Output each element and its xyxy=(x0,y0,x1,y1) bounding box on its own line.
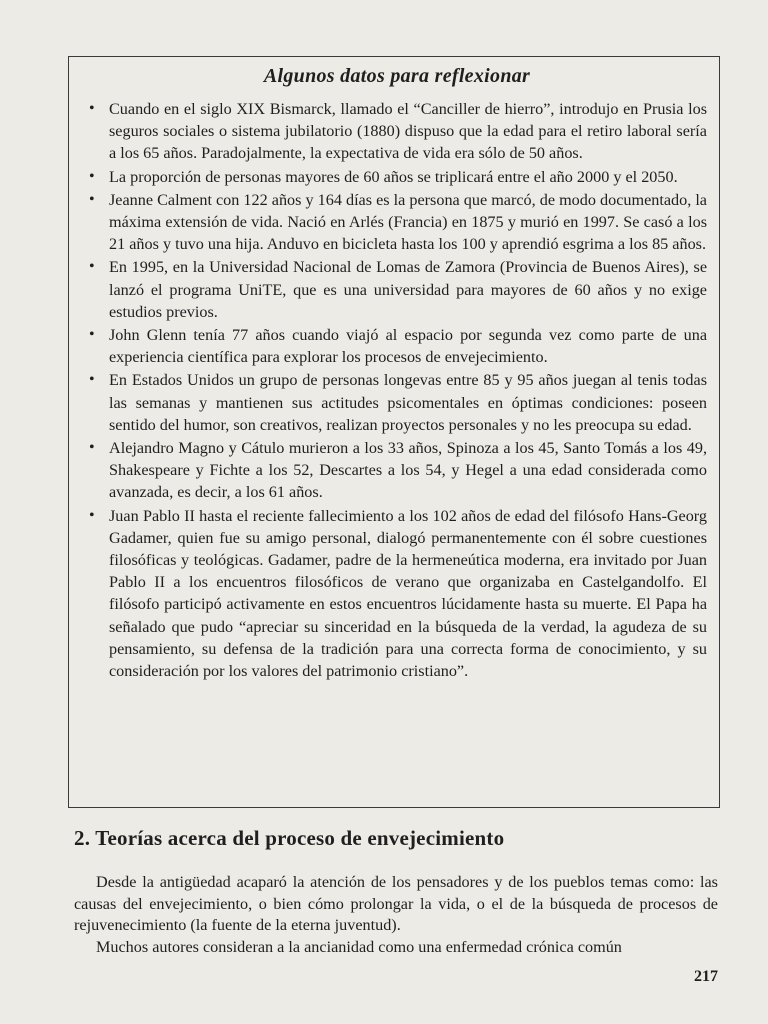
list-item-text: Jeanne Calment con 122 años y 164 días es la persona que marcó, de modo documentado, la máxima extensión de vida. Nació en Arlés (Francia) en 1875 y murió en 1997. Se casó a los 21 años y tuvo una hija. Anduvo en bicicleta hasta los 100 y aprendió esgrima a los 85 años. xyxy=(109,190,707,254)
list-item xyxy=(87,324,707,368)
page-number: 217 xyxy=(694,968,718,985)
list-item xyxy=(87,437,707,504)
list-item xyxy=(87,189,707,256)
list-item-text: En Estados Unidos un grupo de personas longevas entre 85 y 95 años juegan al tenis todas las semanas y mantienen sus actitudes psicomentales en óptimas condiciones: poseen sentido del humor, son creativos, realizan proyectos personales y no les preocupa su edad. xyxy=(109,371,707,434)
reflection-box xyxy=(68,56,720,808)
section-title: 2. Teorías acerca del proceso de envejecimiento xyxy=(74,826,505,850)
list-item-text: Cuando en el siglo XIX Bismarck, llamado el “Canciller de hierro”, introdujo en Prusia los seguros sociales o sistema jubilatorio (1880) dispuso que la edad para el retiro laboral sería a los 65 años. Paradojalmente, la expectativa de vida era sólo de 50 años. xyxy=(109,100,707,163)
section-body xyxy=(74,872,718,958)
list-item-text: En 1995, en la Universidad Nacional de Lomas de Zamora (Provincia de Buenos Aires), se lanzó el programa UniTE, que es una universidad para mayores de 60 años y no exige estudios previos. xyxy=(109,258,707,321)
bullet-icon: • xyxy=(89,258,95,276)
list-item xyxy=(87,369,707,436)
list-item-text: John Glenn tenía 77 años cuando viajó al espacio por segunda vez como parte de una experiencia científica para explorar los procesos de envejecimiento. xyxy=(109,326,707,367)
bullet-icon: • xyxy=(89,371,95,389)
list-item xyxy=(87,98,707,165)
list-item xyxy=(87,256,707,323)
list-item-text: Alejandro Magno y Cátulo murieron a los 33 años, Spinoza a los 45, Santo Tomás a los 49, Shakespeare y Fichte a los 52, Descartes a los 54, y Hegel a una edad considerada como avanzada, es decir, a los 61 años. xyxy=(109,439,707,502)
list-item xyxy=(87,166,707,188)
paragraph: Desde la antigüedad acaparó la atención de los pensadores y de los pueblos temas como: las causas del envejecimiento, o bien cómo prolongar la vida, o el de la búsqueda de procesos de rejuvenecimiento (la fuente de la eterna juventud). xyxy=(74,873,718,934)
list-item-text: La proporción de personas mayores de 60 años se triplicará entre el año 2000 y el 2050. xyxy=(109,167,678,186)
paragraph: Muchos autores consideran a la ancianidad como una enfermedad crónica común xyxy=(96,937,622,956)
bullet-icon: • xyxy=(89,190,95,208)
bullet-icon: • xyxy=(89,167,95,185)
bullet-icon: • xyxy=(89,326,95,344)
list-item-text: Juan Pablo II hasta el reciente fallecimiento a los 102 años de edad del filósofo Hans-Georg Gadamer, quien fue su amigo personal, dialogó permanentemente con él sobre cuestiones filosóficas y teológicas. Gadamer, padre de la hermeneútica moderna, era invitado por Juan Pablo II a los encuentros filosóficos de verano que organizaba en Castelgandolfo. El filósofo participó activamente en estos encuentros lúcidamente hasta su muerte. El Papa ha señalado que pudo “apreciar su sinceridad en la búsqueda de la verdad, la agudeza de su pensamiento, su defensa de la tradición para una correcta forma de conocimiento, y su consideración por los valores del patrimonio cristiano”. xyxy=(109,506,707,681)
facts-list xyxy=(87,98,707,682)
bullet-icon: • xyxy=(89,506,95,524)
list-item xyxy=(87,505,707,683)
box-title: Algunos datos para reflexionar xyxy=(263,65,531,87)
bullet-icon: • xyxy=(89,439,95,457)
bullet-icon: • xyxy=(89,100,95,117)
